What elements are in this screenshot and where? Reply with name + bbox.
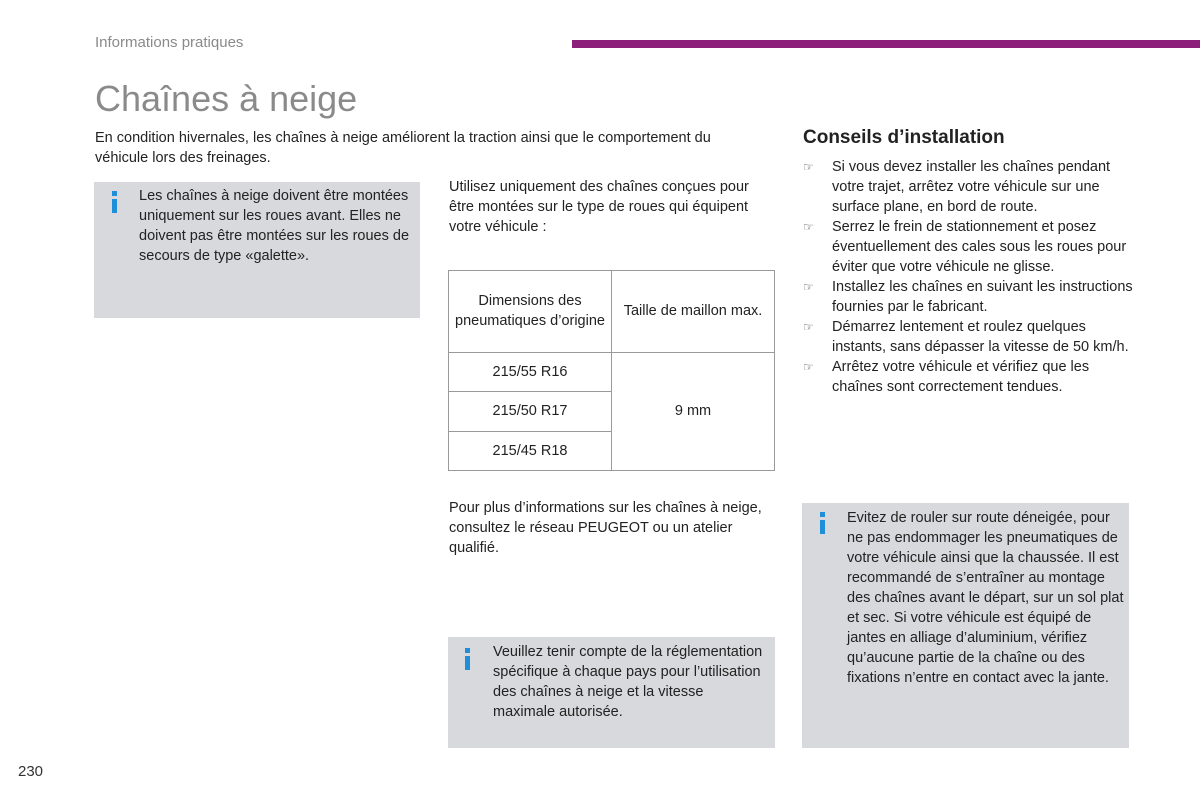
- info-box-front-wheels-text: Les chaînes à neige doivent être montées uniquement sur les roues avant. Elles ne doivent pas être montées sur les roues de secours de type «galette».: [139, 188, 410, 264]
- table-cell-dimension: 215/55 R16: [449, 352, 612, 391]
- pointing-hand-icon: ☞: [803, 320, 814, 334]
- page-number: 230: [18, 763, 44, 780]
- table-header-link-size: Taille de maillon max.: [612, 271, 775, 353]
- pointing-hand-icon: ☞: [803, 220, 814, 234]
- pointing-hand-icon: ☞: [803, 160, 814, 174]
- intro-paragraph: En condition hivernales, les chaînes à neige améliorent la traction ainsi que le comportement du véhicule lors des freinages.: [95, 130, 711, 166]
- info-box-regulation-text: Veuillez tenir compte de la réglementation spécifique à chaque pays pour l’utilisation des chaînes à neige et la vitesse maximale autorisée.: [493, 644, 763, 720]
- table-header-dimensions: Dimensions des pneumatiques d’origine: [449, 271, 612, 353]
- list-item: ☞ Arrêtez votre véhicule et vérifiez que les chaînes sont correctement tendues.: [803, 359, 1090, 395]
- page-title: Chaînes à neige: [95, 78, 358, 119]
- table-cell-link-size: 9 mm: [612, 352, 775, 470]
- pointing-hand-icon: ☞: [803, 280, 814, 294]
- header-accent-bar: [572, 40, 1200, 48]
- list-item: ☞ Démarrez lentement et roulez quelques instants, sans dépasser la vitesse de 50 km/h.: [803, 319, 1129, 355]
- more-info-paragraph: Pour plus d’informations sur les chaînes à neige, consultez le réseau PEUGEOT ou un atelier qualifié.: [449, 500, 762, 556]
- installation-tips-title: Conseils d’installation: [803, 127, 1005, 148]
- table-cell-dimension: 215/45 R18: [449, 431, 612, 470]
- pointing-hand-icon: ☞: [803, 360, 814, 374]
- list-item: ☞ Si vous devez installer les chaînes pendant votre trajet, arrêtez votre véhicule sur une surface plane, en bord de route.: [803, 159, 1111, 215]
- chain-size-table: [448, 270, 775, 471]
- installation-tips-list: [803, 157, 1133, 397]
- list-item: ☞ Installez les chaînes en suivant les instructions fournies par le fabricant.: [803, 279, 1133, 315]
- usage-paragraph: Utilisez uniquement des chaînes conçues pour être montées sur le type de roues qui équipent votre véhicule :: [449, 179, 749, 235]
- info-box-road-advice-text: Evitez de rouler sur route déneigée, pour ne pas endommager les pneumatiques de votre véhicule ainsi que la chaussée. Il est recommandé de s’entraîner au montage des chaînes avant le départ, sur un sol plat et sec. Si votre véhicule est équipé de jantes en alliage d’aluminium, vérifiez qu’aucune partie de la chaîne ou des fixations n’entre en contact avec la jante.: [847, 510, 1124, 686]
- list-item: ☞ Serrez le frein de stationnement et posez éventuellement des cales sous les roues pour éviter que votre véhicule ne glisse.: [803, 219, 1127, 275]
- section-label: Informations pratiques: [95, 34, 244, 51]
- table-cell-dimension: 215/50 R17: [449, 392, 612, 431]
